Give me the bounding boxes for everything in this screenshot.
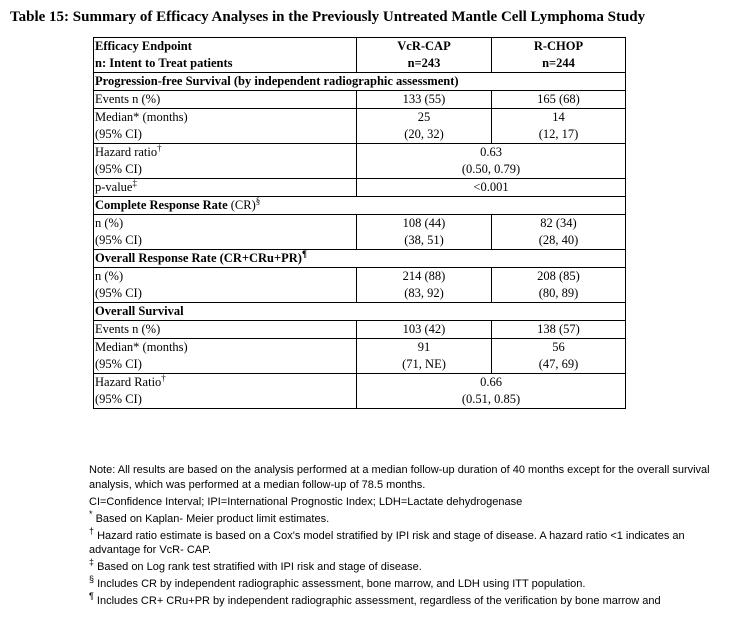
section-mark: § xyxy=(89,574,95,584)
cr-label-cell xyxy=(94,215,357,250)
orr-n-label: n (%) xyxy=(95,269,124,283)
pfs-events-vcr: 133 (55) xyxy=(357,91,492,109)
os-median-rchop-cell xyxy=(492,339,626,374)
orr-rchop: 208 (85) xyxy=(537,269,580,283)
pfs-p-value: <0.001 xyxy=(357,179,626,197)
pfs-hr-label: Hazard ratio xyxy=(95,145,158,159)
footnote-pilcrow xyxy=(89,591,729,609)
footnotes xyxy=(89,463,729,611)
table-row xyxy=(94,179,626,197)
os-median-vcr-ci: (71, NE) xyxy=(402,357,446,371)
cr-rchop-ci: (28, 40) xyxy=(538,233,579,247)
os-median-vcr: 91 xyxy=(417,340,431,354)
footnote-section xyxy=(89,574,729,592)
header-r-chop xyxy=(492,38,626,73)
header-vcr-name: VcR-CAP xyxy=(397,39,451,53)
pfs-hr-ci: (0.50, 0.79) xyxy=(461,162,521,176)
note-abbreviations: CI=Confidence Interval; IPI=International Prognostic Index; LDH=Lactate dehydrogenase xyxy=(89,495,523,508)
orr-section-row xyxy=(94,250,626,268)
pfs-hr-value: 0.63 xyxy=(480,145,502,159)
os-median-rchop: 56 xyxy=(552,340,565,354)
cr-rchop-cell xyxy=(492,215,626,250)
pfs-median-label: Median* (months) xyxy=(95,110,188,124)
footnote-dagger-text: Hazard ratio estimate is based on a Cox's model stratified by IPI risk and stage of disease. A hazard ratio <1 indicates an advantage for VcR- CAP. xyxy=(89,529,685,556)
pfs-median-vcr-ci: (20, 32) xyxy=(404,127,444,141)
orr-label-cell xyxy=(94,268,357,303)
table-row xyxy=(94,374,626,409)
orr-section-cell xyxy=(94,250,626,268)
os-median-label: Median* (months) xyxy=(95,340,188,354)
table-row xyxy=(94,339,626,374)
header-vcr-cap xyxy=(357,38,492,73)
footnote-dagger xyxy=(89,525,729,558)
os-hr-value: 0.66 xyxy=(480,375,502,389)
orr-section-title: Overall Response Rate (CR+CRu+PR) xyxy=(95,251,302,265)
header-rchop-name: R-CHOP xyxy=(533,39,584,53)
orr-ci-label: (95% CI) xyxy=(95,286,142,300)
pfs-hr-ci-label: (95% CI) xyxy=(95,162,142,176)
pfs-section-row xyxy=(94,73,626,91)
cr-vcr: 108 (44) xyxy=(402,216,446,230)
os-section-title: Overall Survival xyxy=(94,303,626,321)
double-dagger-mark: ‡ xyxy=(89,557,95,567)
header-vcr-n: n=243 xyxy=(407,56,441,70)
header-endpoint-cell xyxy=(94,38,357,73)
pfs-median-ci-label: (95% CI) xyxy=(95,127,142,141)
pfs-median-label-cell xyxy=(94,109,357,144)
pfs-median-vcr: 25 xyxy=(417,110,431,124)
os-median-vcr-cell xyxy=(357,339,492,374)
orr-rchop-ci: (80, 89) xyxy=(538,286,579,300)
table-row xyxy=(94,215,626,250)
table-row xyxy=(94,321,626,339)
table-row xyxy=(94,109,626,144)
footnote-section-text: Includes CR by independent radiographic assessment, bone marrow, and LDH using ITT population. xyxy=(94,578,586,590)
header-endpoint: Efficacy Endpoint xyxy=(95,39,192,53)
footnote-star xyxy=(89,508,729,527)
pfs-p-label-cell xyxy=(94,179,357,197)
header-row xyxy=(94,38,626,73)
efficacy-table xyxy=(93,37,626,409)
os-hr-label-cell xyxy=(94,374,357,409)
os-events-vcr: 103 (42) xyxy=(357,321,492,339)
pfs-section-title: Progression-free Survival (by independent radiographic assessment) xyxy=(94,73,626,91)
cr-ci-label: (95% CI) xyxy=(95,233,142,247)
os-events-rchop: 138 (57) xyxy=(492,321,626,339)
cr-rchop: 82 (34) xyxy=(540,216,577,230)
table-title: Table 15: Summary of Efficacy Analyses in the Previously Untreated Mantle Cell Lymphoma Study xyxy=(10,9,646,25)
os-hr-value-cell xyxy=(357,374,626,409)
dagger-mark: † xyxy=(161,373,166,383)
footnote-double-dagger xyxy=(89,557,729,575)
footnote-star-text: Based on Kaplan- Meier product limit estimates. xyxy=(92,512,330,525)
header-rchop-n: n=244 xyxy=(542,56,575,70)
footnote-double-dagger-text: Based on Log rank test stratified with IPI risk and stage of disease. xyxy=(94,561,422,573)
table-row xyxy=(94,144,626,179)
star-mark: * xyxy=(89,508,93,519)
cr-section-suffix: (CR) xyxy=(227,198,256,212)
pfs-median-rchop-ci: (12, 17) xyxy=(538,127,579,141)
cr-section-row xyxy=(94,197,626,215)
os-section-row xyxy=(94,303,626,321)
pfs-p-label: p-value xyxy=(95,180,133,194)
orr-vcr-ci: (83, 92) xyxy=(404,286,444,300)
os-median-label-cell xyxy=(94,339,357,374)
pilcrow-mark: ¶ xyxy=(89,591,94,601)
table-row xyxy=(94,91,626,109)
orr-vcr: 214 (88) xyxy=(402,269,446,283)
orr-vcr-cell xyxy=(357,268,492,303)
pfs-hr-label-cell xyxy=(94,144,357,179)
os-hr-ci-label: (95% CI) xyxy=(95,392,142,406)
os-hr-label: Hazard Ratio xyxy=(95,375,162,389)
pfs-events-rchop: 165 (68) xyxy=(492,91,626,109)
cr-vcr-cell xyxy=(357,215,492,250)
header-itt: n: Intent to Treat patients xyxy=(95,56,233,70)
cr-section-title: Complete Response Rate xyxy=(95,198,228,212)
orr-rchop-cell xyxy=(492,268,626,303)
pfs-median-vcr-cell xyxy=(357,109,492,144)
pfs-median-rchop-cell xyxy=(492,109,626,144)
os-hr-ci: (0.51, 0.85) xyxy=(461,392,521,406)
cr-section-cell xyxy=(94,197,626,215)
cr-vcr-ci: (38, 51) xyxy=(404,233,444,247)
pfs-events-label: Events n (%) xyxy=(94,91,357,109)
cr-n-label: n (%) xyxy=(95,216,124,230)
pilcrow-mark: ¶ xyxy=(301,249,307,259)
os-median-rchop-ci: (47, 69) xyxy=(538,357,579,371)
dagger-mark: † xyxy=(157,143,162,153)
section-mark: § xyxy=(255,196,261,206)
pfs-median-rchop: 14 xyxy=(552,110,565,124)
note-main: Note: All results are based on the analysis performed at a median follow-up duration of 40 months except for the overall survival analysis, which was performed at a median follow-up of 78.5 months. xyxy=(89,464,710,491)
double-dagger-mark: ‡ xyxy=(132,178,137,188)
os-events-label: Events n (%) xyxy=(94,321,357,339)
table-row xyxy=(94,268,626,303)
dagger-mark: † xyxy=(89,525,95,536)
footnote-pilcrow-text: Includes CR+ CRu+PR by independent radiographic assessment, regardless of the verification by bone marrow and xyxy=(93,595,661,607)
pfs-hr-value-cell xyxy=(357,144,626,179)
os-median-ci-label: (95% CI) xyxy=(95,357,142,371)
